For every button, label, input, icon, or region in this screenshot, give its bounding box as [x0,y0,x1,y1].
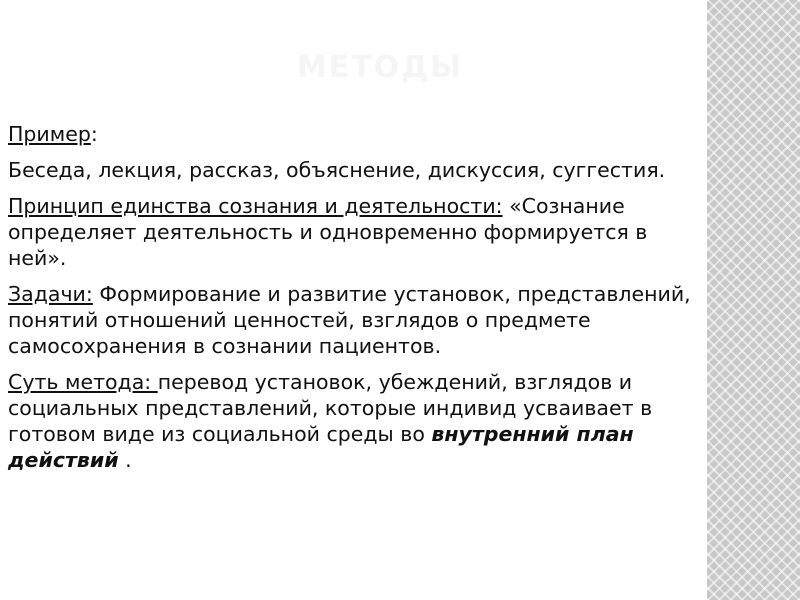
tasks-text: Формирование и развитие установок, представлений, понятий отношений ценностей, взглядов о предмете самосохранения в сознании пациентов. [8,282,691,358]
example-paragraph [8,121,698,147]
essence-text: перевод установок, убеждений, взглядов и социальных представлений, которые индивид усваивает в готовом виде из социальной среды во [8,370,653,446]
tasks-paragraph [8,281,698,359]
slide-body [8,121,698,483]
essence-paragraph [8,369,698,473]
slide-title: МЕТОДЫ [296,50,464,85]
methods-paragraph: Беседа, лекция, рассказ, объяснение, дискуссия, суггестия. [8,158,666,182]
principle-paragraph [8,193,698,271]
decorative-side-panel [707,0,800,600]
tasks-label: Задачи: [8,282,93,306]
essence-ending: . [118,448,132,472]
example-label: Пример [8,122,91,146]
essence-emphasis: внутренний план действий [8,422,634,472]
essence-label: Суть метода: [8,370,158,394]
principle-label: Принцип единства сознания и деятельности: [8,194,503,218]
example-colon: : [90,122,98,146]
principle-text: «Сознание определяет деятельность и одновременно формируется в ней». [8,194,648,270]
